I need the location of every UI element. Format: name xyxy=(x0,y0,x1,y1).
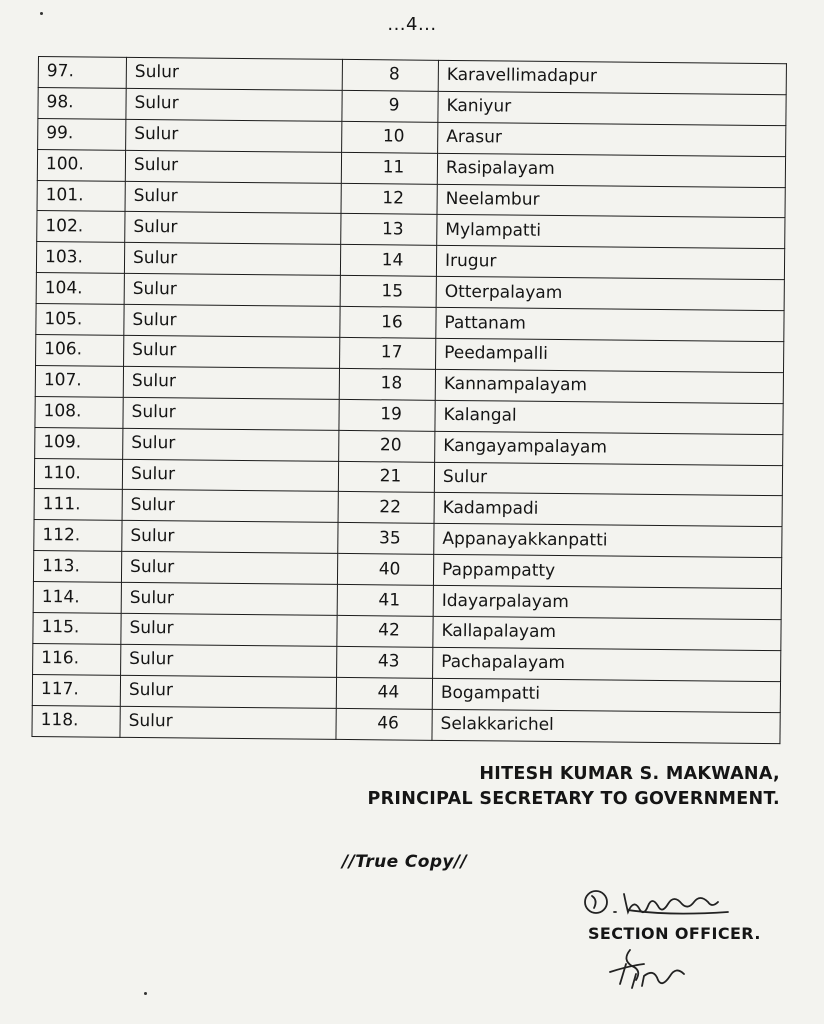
taluk-cell: Sulur xyxy=(122,521,338,554)
village-name-cell: Idayarpalayam xyxy=(433,585,781,619)
taluk-cell: Sulur xyxy=(125,181,341,214)
taluk-cell: Sulur xyxy=(126,119,342,152)
village-name-cell: Rasipalayam xyxy=(437,153,785,187)
taluk-cell: Sulur xyxy=(123,397,339,430)
serial-number-cell: 114. xyxy=(33,582,121,614)
serial-number-cell: 109. xyxy=(35,427,123,459)
serial-number-cell: 106. xyxy=(36,335,124,367)
ward-number-cell: 35 xyxy=(338,523,434,555)
table-row xyxy=(32,705,780,743)
village-name-cell: Karavellimadapur xyxy=(438,60,786,94)
serial-number-cell: 111. xyxy=(34,489,122,521)
serial-number-cell: 116. xyxy=(33,643,121,675)
serial-number-cell: 115. xyxy=(33,613,121,645)
ward-number-cell: 42 xyxy=(337,615,433,647)
taluk-cell: Sulur xyxy=(123,428,339,461)
village-table-container xyxy=(31,56,786,753)
ward-number-cell: 40 xyxy=(337,554,433,586)
ward-number-cell: 17 xyxy=(340,337,436,369)
stray-mark xyxy=(144,992,147,995)
ward-number-cell: 9 xyxy=(342,90,438,122)
village-name-cell: Pachapalayam xyxy=(433,647,781,681)
serial-number-cell: 108. xyxy=(35,396,123,428)
page-number: ...4... xyxy=(387,14,437,35)
serial-number-cell: 107. xyxy=(35,365,123,397)
signatory-designation: PRINCIPAL SECRETARY TO GOVERNMENT. xyxy=(367,789,780,809)
ward-number-cell: 46 xyxy=(336,708,432,740)
taluk-cell: Sulur xyxy=(120,675,336,708)
village-name-cell: Appanayakkanpatti xyxy=(434,524,782,558)
taluk-cell: Sulur xyxy=(125,150,341,183)
village-name-cell: Mylampatti xyxy=(437,215,785,249)
ward-number-cell: 21 xyxy=(338,461,434,493)
ward-number-cell: 13 xyxy=(341,214,437,246)
ward-number-cell: 41 xyxy=(337,585,433,617)
serial-number-cell: 103. xyxy=(36,242,124,274)
serial-number-cell: 110. xyxy=(34,458,122,490)
taluk-cell: Sulur xyxy=(124,274,340,307)
serial-number-cell: 97. xyxy=(38,57,126,89)
ward-number-cell: 44 xyxy=(336,677,432,709)
taluk-cell: Sulur xyxy=(123,366,339,399)
true-copy-mark: //True Copy// xyxy=(342,852,468,872)
stray-mark xyxy=(40,12,43,15)
serial-number-cell: 105. xyxy=(36,304,124,336)
ward-number-cell: 16 xyxy=(340,307,436,339)
taluk-cell: Sulur xyxy=(124,335,340,368)
taluk-cell: Sulur xyxy=(121,552,337,585)
village-table-body xyxy=(32,57,786,744)
serial-number-cell: 102. xyxy=(37,211,125,243)
taluk-cell: Sulur xyxy=(120,706,336,739)
serial-number-cell: 104. xyxy=(36,273,124,305)
taluk-cell: Sulur xyxy=(122,459,338,492)
village-name-cell: Pattanam xyxy=(436,307,784,341)
village-name-cell: Kangayampalayam xyxy=(435,431,783,465)
serial-number-cell: 113. xyxy=(33,551,121,583)
serial-number-cell: 101. xyxy=(37,180,125,212)
ward-number-cell: 12 xyxy=(341,183,437,215)
ward-number-cell: 22 xyxy=(338,492,434,524)
village-name-cell: Kallapalayam xyxy=(433,616,781,650)
signatory-name: HITESH KUMAR S. MAKWANA, xyxy=(479,764,780,784)
village-name-cell: Kadampadi xyxy=(434,493,782,527)
ward-number-cell: 18 xyxy=(339,368,435,400)
serial-number-cell: 100. xyxy=(37,149,125,181)
village-name-cell: Otterpalayam xyxy=(436,277,784,311)
taluk-cell: Sulur xyxy=(122,490,338,523)
village-name-cell: Neelambur xyxy=(437,184,785,218)
serial-number-cell: 112. xyxy=(34,520,122,552)
taluk-cell: Sulur xyxy=(121,582,337,615)
serial-number-cell: 117. xyxy=(32,674,120,706)
ward-number-cell: 43 xyxy=(337,646,433,678)
serial-number-cell: 98. xyxy=(38,87,126,119)
signatory-block xyxy=(320,762,780,812)
taluk-cell: Sulur xyxy=(126,57,342,90)
ward-number-cell: 14 xyxy=(340,245,436,277)
serial-number-cell: 118. xyxy=(32,705,120,737)
ward-number-cell: 15 xyxy=(340,276,436,308)
ward-number-cell: 19 xyxy=(339,399,435,431)
section-officer-title: SECTION OFFICER. xyxy=(588,924,761,943)
village-name-cell: Kalangal xyxy=(435,400,783,434)
handwritten-signature xyxy=(570,880,810,1020)
taluk-cell: Sulur xyxy=(126,88,342,121)
village-name-cell: Sulur xyxy=(434,462,782,496)
ward-number-cell: 10 xyxy=(342,121,438,153)
taluk-cell: Sulur xyxy=(121,644,337,677)
village-name-cell: Arasur xyxy=(438,122,786,156)
village-name-cell: Irugur xyxy=(436,246,784,280)
serial-number-cell: 99. xyxy=(38,118,126,150)
village-name-cell: Kaniyur xyxy=(438,91,786,125)
taluk-cell: Sulur xyxy=(121,613,337,646)
ward-number-cell: 11 xyxy=(341,152,437,184)
taluk-cell: Sulur xyxy=(124,243,340,276)
village-table xyxy=(31,56,786,744)
village-name-cell: Selakkarichel xyxy=(432,709,780,743)
ward-number-cell: 8 xyxy=(342,59,438,91)
taluk-cell: Sulur xyxy=(125,212,341,245)
village-name-cell: Kannampalayam xyxy=(435,369,783,403)
taluk-cell: Sulur xyxy=(124,304,340,337)
ward-number-cell: 20 xyxy=(339,430,435,462)
village-name-cell: Peedampalli xyxy=(436,338,784,372)
village-name-cell: Pappampatty xyxy=(433,555,781,589)
village-name-cell: Bogampatti xyxy=(432,678,780,712)
